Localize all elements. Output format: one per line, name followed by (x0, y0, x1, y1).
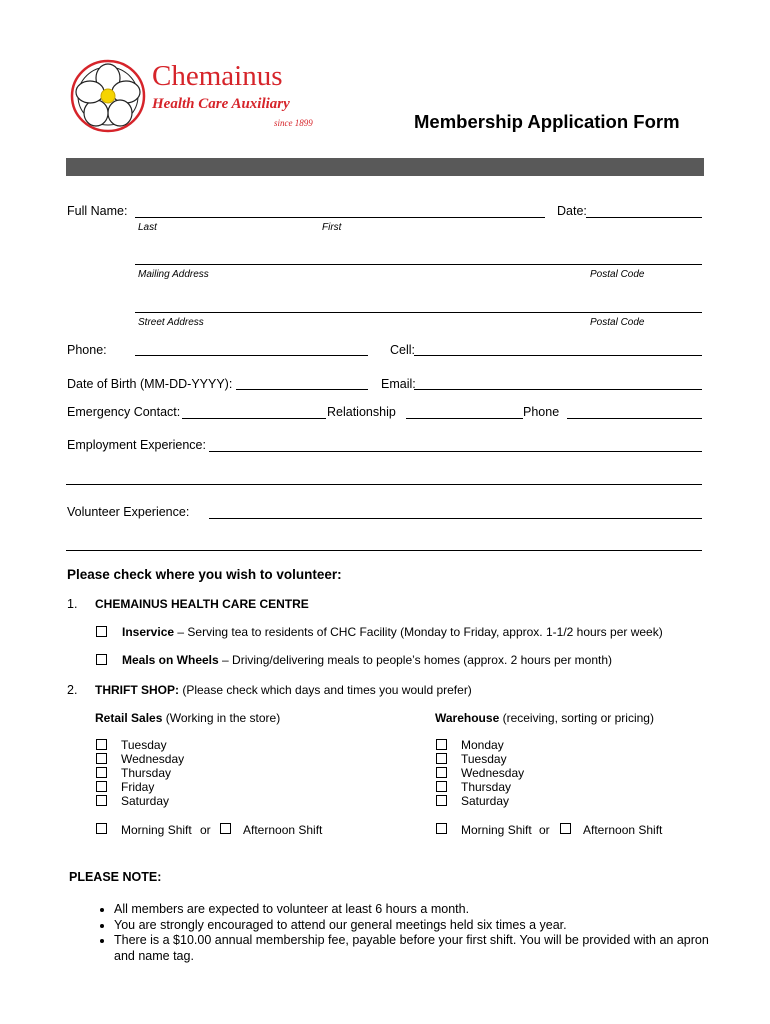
retail-heading (95, 711, 280, 725)
page-title: Membership Application Form (414, 111, 680, 132)
inservice-desc: – Serving tea to residents of CHC Facility (Monday to Friday, approx. 1-1/2 hours per week) (174, 625, 663, 639)
employment-field[interactable] (209, 451, 702, 452)
emergency-contact-field[interactable] (182, 418, 326, 419)
section1-title: CHEMAINUS HEALTH CARE CENTRE (95, 597, 309, 611)
warehouse-day: Thursday (461, 780, 512, 794)
mailing-address-label: Mailing Address (138, 269, 209, 280)
retail-label: Retail Sales (95, 711, 163, 725)
relationship-field[interactable] (406, 418, 523, 419)
notes-list (90, 902, 714, 964)
emergency-contact-label: Emergency Contact: (67, 405, 181, 419)
retail-wednesday-checkbox[interactable] (96, 753, 107, 764)
retail-day: Saturday (121, 794, 170, 808)
section2-number: 2. (67, 683, 78, 697)
warehouse-afternoon-label: Afternoon Shift (583, 823, 663, 837)
emergency-phone-field[interactable] (567, 418, 702, 419)
date-label: Date: (557, 204, 587, 218)
retail-saturday-checkbox[interactable] (96, 795, 107, 806)
postal-code-label-2: Postal Code (590, 317, 645, 328)
relationship-label: Relationship (327, 405, 396, 419)
date-field[interactable] (586, 217, 702, 218)
warehouse-thursday-checkbox[interactable] (436, 781, 447, 792)
warehouse-day: Monday (461, 738, 504, 752)
retail-day: Wednesday (121, 752, 185, 766)
postal-code-label: Postal Code (590, 269, 645, 280)
warehouse-label: Warehouse (435, 711, 500, 725)
meals-on-wheels-checkbox[interactable] (96, 654, 107, 665)
meals-desc: – Driving/delivering meals to people’s homes (approx. 2 hours per month) (218, 653, 613, 667)
dob-label: Date of Birth (MM-DD-YYYY): (67, 377, 233, 391)
phone-field[interactable] (135, 355, 368, 356)
volunteer-experience-label: Volunteer Experience: (67, 505, 190, 519)
logo-subtitle: Health Care Auxiliary (152, 96, 290, 112)
employment-field-2[interactable] (66, 484, 702, 485)
retail-day-list (121, 738, 184, 808)
warehouse-or-label: or (539, 823, 550, 837)
inservice-checkbox[interactable] (96, 626, 107, 637)
email-label: Email: (381, 377, 416, 391)
logo-since: since 1899 (274, 118, 313, 128)
retail-day: Tuesday (121, 738, 167, 752)
warehouse-morning-label: Morning Shift (461, 823, 532, 837)
thrift-shop-label: THRIFT SHOP: (95, 683, 179, 697)
warehouse-wednesday-checkbox[interactable] (436, 767, 447, 778)
retail-morning-label: Morning Shift (121, 823, 192, 837)
thrift-shop-desc: (Please check which days and times you would prefer) (179, 683, 472, 697)
volunteer-field[interactable] (209, 518, 702, 519)
inservice-label: Inservice (122, 625, 175, 639)
section2-title (95, 683, 472, 697)
note-item: • All members are expected to volunteer at least 6 hours a month. (114, 902, 714, 918)
first-label: First (322, 222, 342, 233)
warehouse-heading (435, 711, 654, 725)
last-label: Last (138, 222, 157, 233)
warehouse-morning-checkbox[interactable] (436, 823, 447, 834)
meals-label: Meals on Wheels (122, 653, 219, 667)
retail-tuesday-checkbox[interactable] (96, 739, 107, 750)
retail-afternoon-label: Afternoon Shift (243, 823, 323, 837)
flower-logo-icon (68, 58, 148, 136)
section1-number: 1. (67, 597, 78, 611)
note-item: • There is a $10.00 annual membership fee, payable before your first shift. You will be provided with an apron and name tag. (114, 933, 714, 964)
employment-label: Employment Experience: (67, 438, 206, 452)
cell-label: Cell: (390, 343, 416, 357)
header-bar (66, 158, 704, 176)
warehouse-desc: (receiving, sorting or pricing) (499, 711, 654, 725)
volunteer-heading: Please check where you wish to volunteer: (67, 567, 342, 582)
warehouse-day: Tuesday (461, 752, 507, 766)
mailing-address-field[interactable] (135, 264, 702, 265)
retail-afternoon-checkbox[interactable] (220, 823, 231, 834)
cell-field[interactable] (414, 355, 702, 356)
warehouse-afternoon-checkbox[interactable] (560, 823, 571, 834)
retail-morning-checkbox[interactable] (96, 823, 107, 834)
warehouse-tuesday-checkbox[interactable] (436, 753, 447, 764)
retail-or-label: or (200, 823, 211, 837)
volunteer-field-2[interactable] (66, 550, 702, 551)
warehouse-day: Wednesday (461, 766, 525, 780)
warehouse-saturday-checkbox[interactable] (436, 795, 447, 806)
dob-field[interactable] (236, 389, 368, 390)
retail-day: Thursday (121, 766, 172, 780)
retail-desc: (Working in the store) (162, 711, 281, 725)
email-field[interactable] (414, 389, 702, 390)
retail-thursday-checkbox[interactable] (96, 767, 107, 778)
retail-friday-checkbox[interactable] (96, 781, 107, 792)
inservice-option (122, 625, 663, 639)
logo (68, 58, 318, 138)
logo-name: Chemainus (152, 60, 283, 92)
warehouse-day: Saturday (461, 794, 510, 808)
warehouse-day-list (461, 738, 524, 808)
note-item: • You are strongly encouraged to attend our general meetings held six times a year. (114, 918, 714, 934)
phone-label: Phone: (67, 343, 107, 357)
full-name-field[interactable] (135, 217, 545, 218)
warehouse-monday-checkbox[interactable] (436, 739, 447, 750)
full-name-label: Full Name: (67, 204, 128, 218)
emergency-phone-label: Phone (523, 405, 560, 419)
street-address-label: Street Address (138, 317, 204, 328)
retail-day: Friday (121, 780, 155, 794)
meals-option (122, 653, 612, 667)
note-heading: PLEASE NOTE: (69, 870, 162, 884)
street-address-field[interactable] (135, 312, 702, 313)
